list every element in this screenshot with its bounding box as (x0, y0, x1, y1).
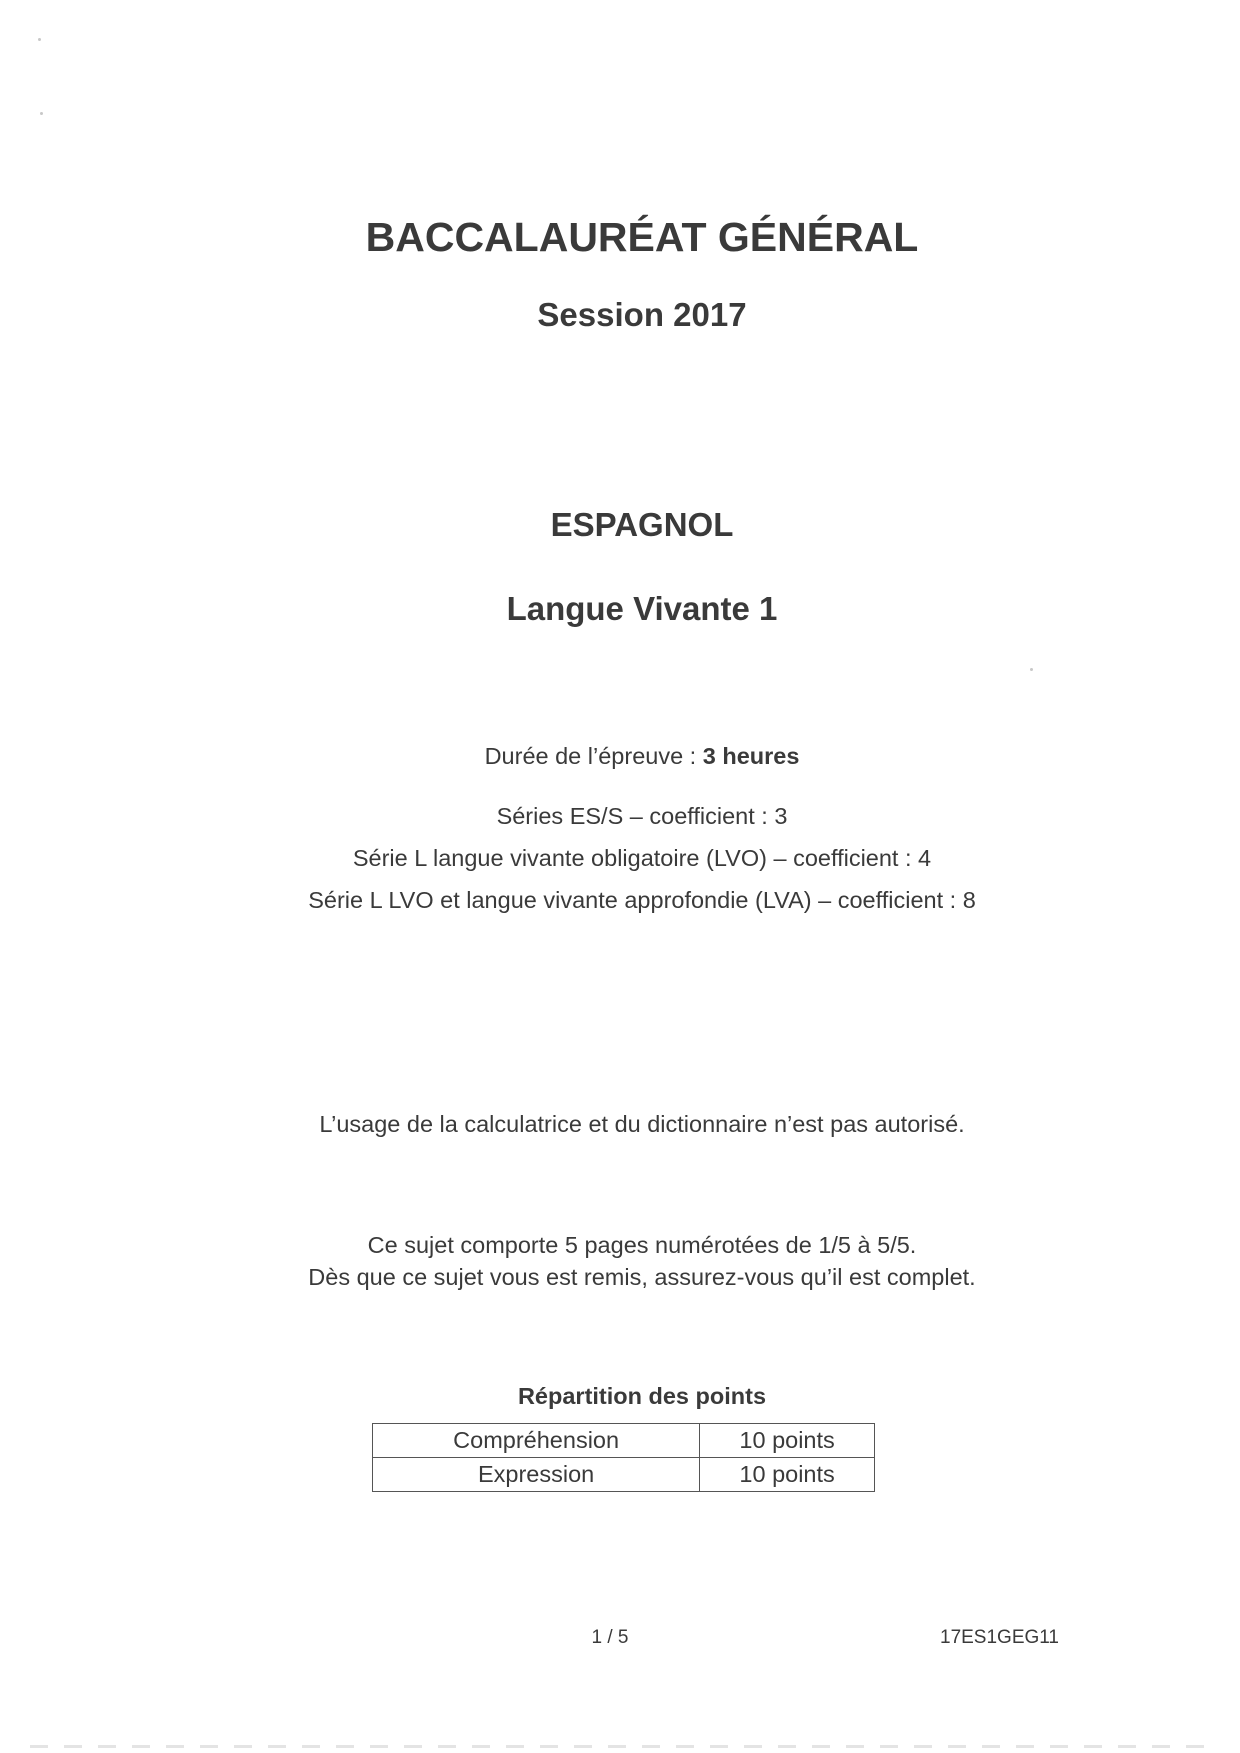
scan-edge-noise (30, 1745, 1210, 1748)
table-row (373, 1458, 875, 1492)
exam-title: BACCALAURÉAT GÉNÉRAL (365, 214, 919, 260)
points-cell: 10 points (700, 1424, 875, 1458)
section-cell: Expression (373, 1458, 700, 1492)
points-cell: 10 points (700, 1458, 875, 1492)
completeness-notice: Dès que ce sujet vous est remis, assurez-vous qu’il est complet. (308, 1264, 976, 1290)
series-coefficient-line: Série L LVO et langue vivante approfondie (LVA) – coefficient : 8 (308, 887, 976, 913)
pages-notice: Ce sujet comporte 5 pages numérotées de 1/5 à 5/5. (367, 1232, 917, 1258)
page-number: 1 / 5 (591, 1627, 629, 1648)
duration-value: 3 heures (702, 743, 800, 769)
subject-name: ESPAGNOL (550, 506, 734, 543)
session-year: Session 2017 (537, 296, 747, 333)
section-cell: Compréhension (373, 1424, 700, 1458)
scan-speck (1030, 668, 1033, 671)
series-coefficient-line: Série L langue vivante obligatoire (LVO) – coefficient : 4 (352, 845, 932, 871)
scan-speck (38, 38, 41, 41)
document-code: 17ES1GEG11 (940, 1627, 1060, 1648)
exam-duration (22, 743, 1240, 770)
usage-notice: L’usage de la calculatrice et du dictionnaire n’est pas autorisé. (319, 1111, 965, 1137)
duration-label: Durée de l’épreuve : (484, 743, 703, 769)
points-table (372, 1423, 875, 1492)
scan-speck (40, 112, 43, 115)
language-level: Langue Vivante 1 (506, 590, 778, 627)
points-heading: Répartition des points (517, 1383, 767, 1409)
series-coefficient-line: Séries ES/S – coefficient : 3 (496, 803, 788, 829)
table-row (373, 1424, 875, 1458)
